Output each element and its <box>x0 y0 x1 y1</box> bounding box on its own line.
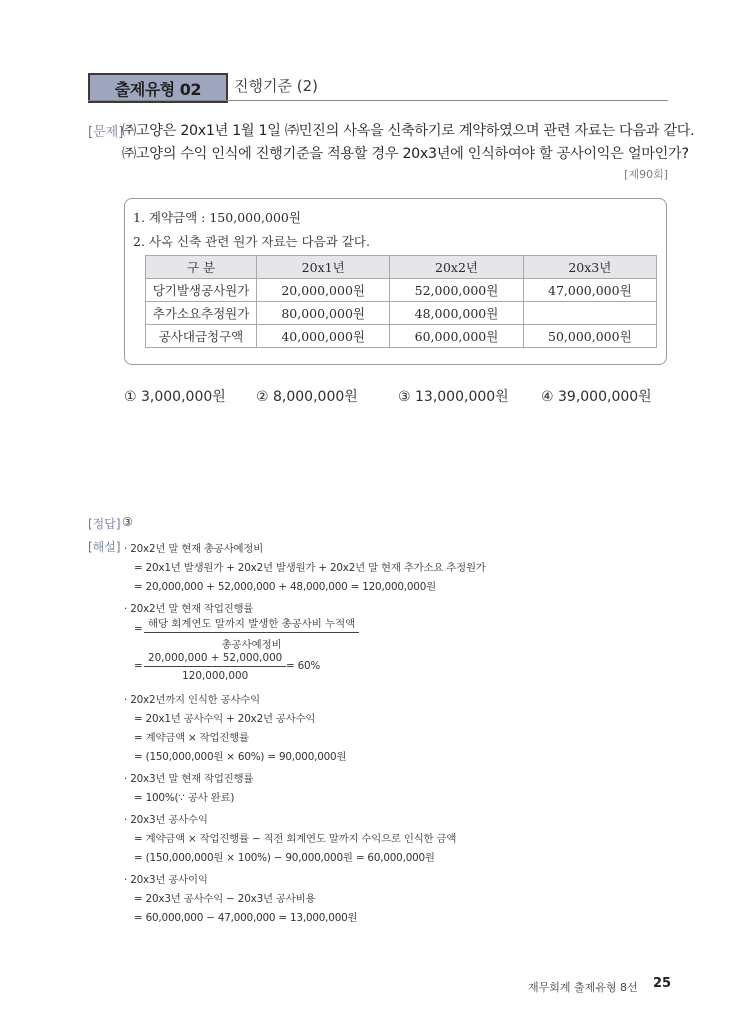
footer-book-title: 재무회계 출제유형 8선 <box>528 981 638 994</box>
question-line-2: ㈜고양의 수익 인식에 진행기준을 적용할 경우 20x3년에 인식하여야 할 공사이익은 얼마인가? <box>122 146 689 162</box>
table-header-cell: 20x1년 <box>257 256 390 279</box>
table-header-cell: 구 분 <box>146 256 257 279</box>
equals-sign: = <box>134 660 143 672</box>
answer-tag: [정답] <box>88 517 121 531</box>
explanation-bullet: · 20x3년 공사수익 <box>124 814 208 826</box>
fraction-denominator: 120,000,000 <box>182 670 249 682</box>
explanation-line: = 20x1년 공사수익 + 20x2년 공사수익 <box>134 713 316 725</box>
fraction-numerator: 해당 회계연도 말까지 발생한 총공사비 누적액 <box>144 615 359 633</box>
table-cell: 40,000,000원 <box>257 325 390 348</box>
choice-4: ④ 39,000,000원 <box>541 389 652 405</box>
equals-sign: = <box>134 623 143 635</box>
explanation-line: = 20,000,000 + 52,000,000 + 48,000,000 = 120,000,000원 <box>134 581 436 593</box>
header-divider <box>88 100 668 101</box>
explanation-line: = 100%(∵ 공사 완료) <box>134 792 235 804</box>
explanation-bullet: · 20x2년 말 현재 작업진행률 <box>124 603 254 615</box>
table-header-cell: 20x3년 <box>523 256 656 279</box>
explanation-line: = 60,000,000 − 47,000,000 = 13,000,000원 <box>134 912 358 924</box>
cost-table <box>145 255 657 348</box>
explanation-line: = 20x3년 공사수익 − 20x3년 공사비용 <box>134 893 316 905</box>
table-cell: 추가소요추정원가 <box>146 302 257 325</box>
explanation-line: = 20x1년 발생원가 + 20x2년 발생원가 + 20x2년 말 현재 추가소요 추정원가 <box>134 562 486 574</box>
explanation-bullet: · 20x2년까지 인식한 공사수익 <box>124 694 260 706</box>
explanation-line: = (150,000,000원 × 60%) = 90,000,000원 <box>134 751 347 763</box>
table-cell: 60,000,000원 <box>390 325 523 348</box>
page-number: 25 <box>653 976 672 991</box>
table-row <box>146 325 657 348</box>
progress-value-fraction <box>144 652 286 682</box>
explanation-tag: [해설] <box>88 540 121 554</box>
question-source: [제90회] <box>624 168 668 181</box>
explanation-bullet: · 20x3년 말 현재 작업진행률 <box>124 773 254 785</box>
choice-2: ② 8,000,000원 <box>256 389 358 405</box>
progress-formula-fraction <box>144 615 359 651</box>
table-cell: 52,000,000원 <box>390 279 523 302</box>
table-cell: 48,000,000원 <box>390 302 523 325</box>
question-line-1: ㈜고양은 20x1년 1월 1일 ㈜민진의 사옥을 신축하기로 계약하였으며 관련 자료는 다음과 같다. <box>122 123 695 139</box>
explanation-line: = (150,000,000원 × 100%) − 90,000,000원 = 60,000,000원 <box>134 852 435 864</box>
table-header-cell: 20x2년 <box>390 256 523 279</box>
answer-value: ③ <box>122 515 133 529</box>
section-type-label: 출제유형 02 <box>88 73 228 103</box>
explanation-bullet: · 20x2년 말 현재 총공사예정비 <box>124 543 264 555</box>
table-cell: 50,000,000원 <box>523 325 656 348</box>
contract-amount-item: 1. 계약금액 : 150,000,000원 <box>133 210 301 225</box>
table-row <box>146 302 657 325</box>
explanation-line: = 계약금액 × 작업진행률 <box>134 732 249 744</box>
table-cell: 20,000,000원 <box>257 279 390 302</box>
explanation-line: = 계약금액 × 작업진행률 − 직전 회계연도 말까지 수익으로 인식한 금액 <box>134 833 457 845</box>
progress-result: = 60% <box>286 660 321 672</box>
question-tag: [문제] <box>88 125 124 140</box>
table-cell: 당기발생공사원가 <box>146 279 257 302</box>
explanation-bullet: · 20x3년 공사이익 <box>124 874 208 886</box>
table-row <box>146 279 657 302</box>
table-cell <box>523 302 656 325</box>
section-subtitle: 진행기준 (2) <box>234 77 318 95</box>
fraction-denominator: 총공사예정비 <box>221 639 282 651</box>
choice-1: ① 3,000,000원 <box>124 389 226 405</box>
table-cell: 47,000,000원 <box>523 279 656 302</box>
cost-data-intro: 2. 사옥 신축 관련 원가 자료는 다음과 같다. <box>133 234 370 249</box>
table-header-row <box>146 256 657 279</box>
table-cell: 공사대금청구액 <box>146 325 257 348</box>
table-cell: 80,000,000원 <box>257 302 390 325</box>
choice-3: ③ 13,000,000원 <box>398 389 509 405</box>
fraction-numerator: 20,000,000 + 52,000,000 <box>144 652 286 667</box>
